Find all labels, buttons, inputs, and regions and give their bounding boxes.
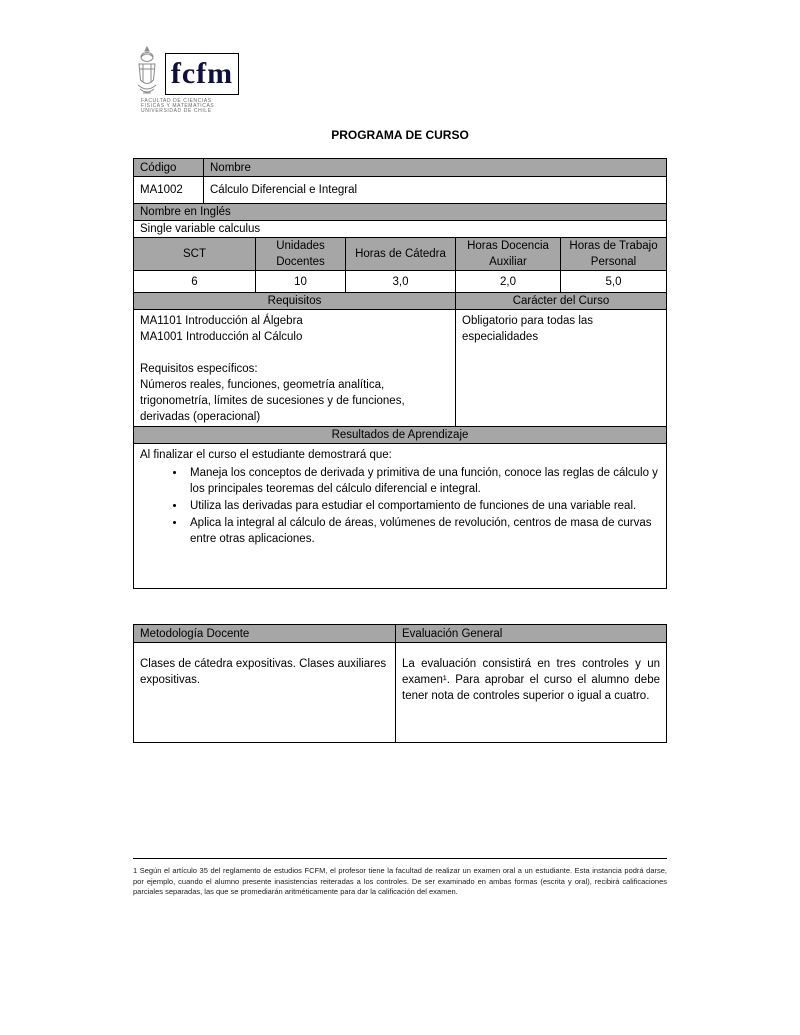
table-row <box>134 204 667 221</box>
page-title: PROGRAMA DE CURSO <box>331 128 469 142</box>
horas-trabajo-personal-value: 5,0 <box>561 271 667 293</box>
table-row <box>134 159 667 177</box>
metodologia-docente-header: Metodología Docente <box>134 625 396 643</box>
requisitos-content <box>134 310 456 427</box>
logo-subtext <box>141 99 667 114</box>
caracter-curso-header: Carácter del Curso <box>456 293 667 310</box>
caracter-curso-value: Obligatorio para todas las especialidades <box>456 310 667 427</box>
horas-catedra-header: Horas de Cátedra <box>346 238 456 271</box>
horas-catedra-value: 3,0 <box>346 271 456 293</box>
table-row <box>134 293 667 310</box>
resultados-intro: Al finalizar el curso el estudiante demostrará que: <box>140 449 392 461</box>
requisito-line: Requisitos específicos: <box>140 363 258 375</box>
logo-subtext-line: FACULTAD DE CIENCIAS <box>141 98 212 104</box>
document-content <box>133 45 667 898</box>
resultado-bullet: • Aplica la integral al cálculo de áreas, volúmenes de revolución, centros de masa de curvas entre otras aplicaciones. <box>186 515 660 547</box>
logo-subtext-line: UNIVERSIDAD DE CHILE <box>141 108 212 114</box>
horas-trabajo-personal-header: Horas de Trabajo Personal <box>561 238 667 271</box>
requisito-line: Números reales, funciones, geometría analítica, trigonometría, límites de sucesiones y de funciones, derivadas (operacional) <box>140 379 405 423</box>
fcfm-logo <box>133 45 667 114</box>
resultado-bullet: • Utiliza las derivadas para estudiar el comportamiento de funciones de una variable real. <box>186 498 660 514</box>
logo-subtext-line: FISICAS Y MATEMATICAS <box>141 103 215 109</box>
table-row <box>134 427 667 444</box>
evaluacion-general-value: La evaluación consistirá en tres controles y un examen¹. Para aprobar el curso el alumno debe tener nota de controles superior o igual a cuatro. <box>396 643 667 743</box>
fcfm-wordmark: fcfm <box>165 53 239 95</box>
requisito-line: MA1101 Introducción al Álgebra <box>140 315 303 327</box>
codigo-header: Código <box>134 159 204 177</box>
horas-docencia-auxiliar-value: 2,0 <box>456 271 561 293</box>
hours-value-row <box>134 271 667 293</box>
resultado-bullet: • Maneja los conceptos de derivada y primitiva de una función, conoce las reglas de cálculo y los principales teoremas del cálculo diferencial e integral. <box>186 465 660 497</box>
table-row <box>134 221 667 238</box>
requisito-blank-line <box>140 345 449 361</box>
unidades-docentes-value: 10 <box>256 271 346 293</box>
codigo-value: MA1002 <box>134 177 204 204</box>
nombre-header: Nombre <box>204 159 667 177</box>
table-row <box>134 643 667 743</box>
nombre-value: Cálculo Diferencial e Integral <box>204 177 667 204</box>
table-row <box>134 310 667 427</box>
table-row <box>134 177 667 204</box>
horas-docencia-auxiliar-header: Horas Docencia Auxiliar <box>456 238 561 271</box>
resultados-bullet-list <box>140 465 660 547</box>
methodology-evaluation-table <box>133 624 667 743</box>
requisitos-header: Requisitos <box>134 293 456 310</box>
metodologia-docente-value: Clases de cátedra expositivas. Clases auxiliares expositivas. <box>134 643 396 743</box>
footnote-divider <box>133 858 667 859</box>
nombre-ingles-value: Single variable calculus <box>134 221 667 238</box>
resultados-aprendizaje-header: Resultados de Aprendizaje <box>134 427 667 444</box>
footnote-text: 1 Según el artículo 35 del reglamento de estudios FCFM, el profesor tiene la facultad de realizar un examen oral a un estudiante. Esta instancia podrá darse, por ejemplo, cuando el alumno presente inasistencias reiteradas a los controles. De ser examinado en ambas formas (escrita y oral), recibirá calificaciones parciales separadas, las que se promediarán aritméticamente para dar la calificación del examen. <box>133 866 667 896</box>
unidades-docentes-header: Unidades Docentes <box>256 238 346 271</box>
hours-header-row <box>134 238 667 271</box>
resultados-aprendizaje-content <box>134 444 667 589</box>
nombre-ingles-header: Nombre en Inglés <box>134 204 667 221</box>
requisito-line: MA1001 Introducción al Cálculo <box>140 331 303 343</box>
course-info-table <box>133 158 667 589</box>
sct-value: 6 <box>134 271 256 293</box>
sct-header: SCT <box>134 238 256 271</box>
evaluacion-general-header: Evaluación General <box>396 625 667 643</box>
university-crest-icon <box>133 45 161 97</box>
table-row <box>134 625 667 643</box>
table-row <box>134 444 667 589</box>
